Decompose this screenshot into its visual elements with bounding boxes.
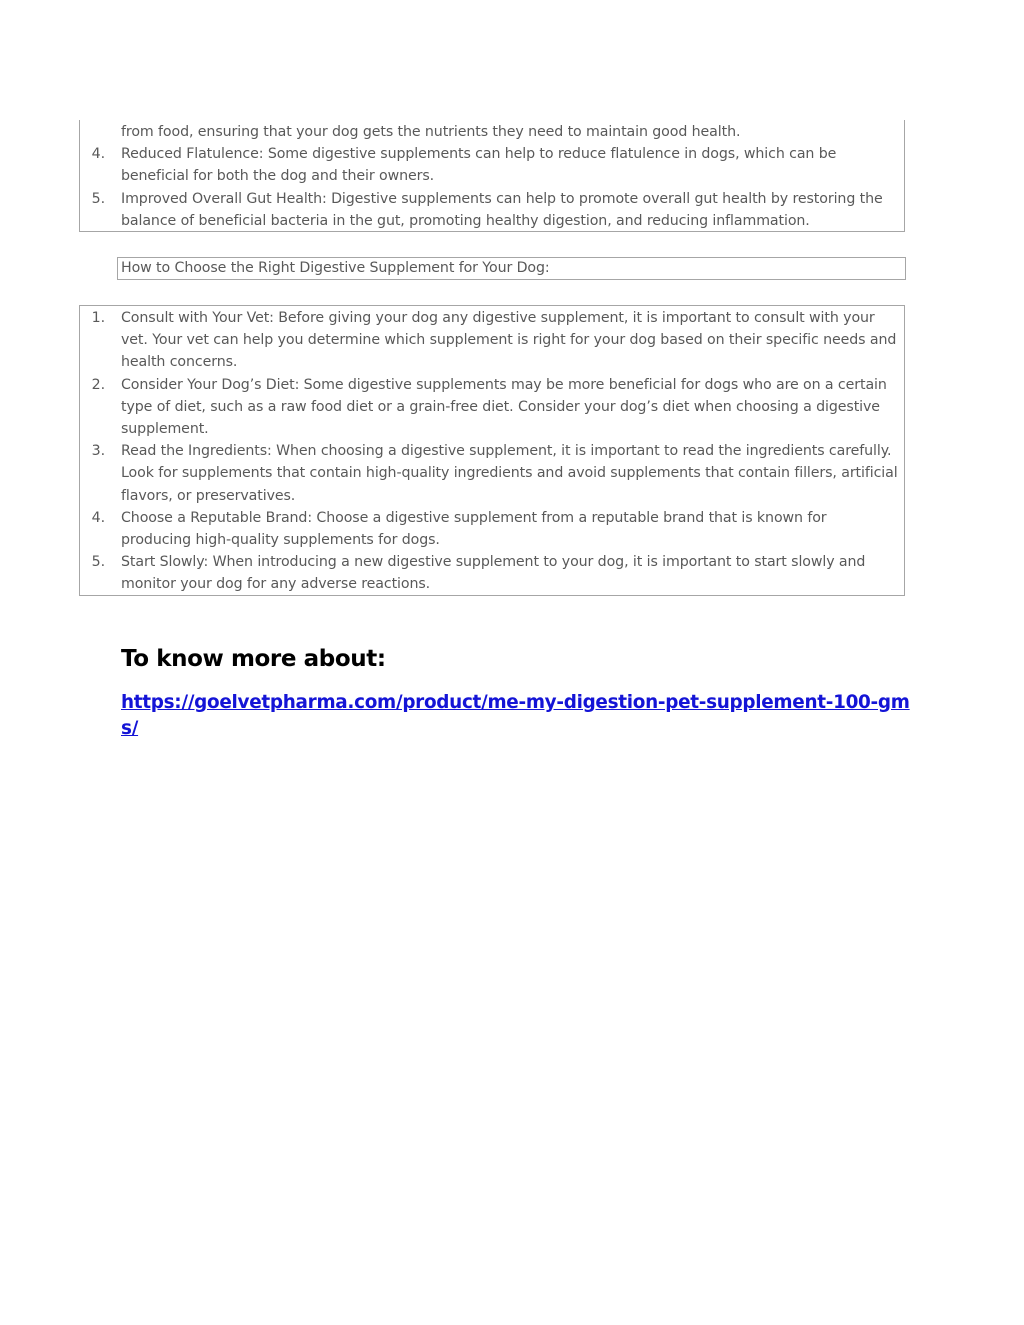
choose-supplement-list [79, 305, 905, 596]
list-item-number: 2. [91, 376, 105, 393]
section-heading-choose-supplement: How to Choose the Right Digestive Supplement for Your Dog: [117, 257, 906, 280]
benefits-list-item-5 [80, 188, 904, 232]
list-item-number: 3. [91, 443, 105, 460]
list-item-number: 1. [91, 310, 105, 326]
benefits-list-continued-line: from food, ensuring that your dog gets the nutrients they need to maintain good health. [121, 124, 741, 140]
list-item-text: Choose a Reputable Brand: Choose a digestive supplement from a reputable brand that is known for producing high-quality supplements for dogs. [121, 509, 827, 549]
list-item-number: 4. [91, 509, 105, 526]
list-item-text: Consult with Your Vet: Before giving your dog any digestive supplement, it is important to consult with your vet. Your vet can help you determine which supplement is right for your dog based on their specific needs and health concerns. [121, 310, 897, 371]
choose-list-item-5 [80, 551, 904, 595]
know-more-heading: To know more about: [121, 646, 386, 672]
product-link[interactable]: https://goelvetpharma.com/product/me-my-digestion-pet-supplement-100-gms/ [121, 692, 910, 739]
list-item-text: Read the Ingredients: When choosing a digestive supplement, it is important to read the ingredients carefully. Look for supplements that contain high-quality ingredients and avoid supplements that contain fillers, artificial flavors, or preservatives. [121, 443, 898, 504]
list-item-text: Improved Overall Gut Health: Digestive supplements can help to promote overall gut health by restoring the balance of beneficial bacteria in the gut, promoting healthy digestion, and reducing inflammation. [121, 190, 883, 229]
list-item-number: 5. [91, 190, 105, 207]
list-item-text: Consider Your Dog’s Diet: Some digestive supplements may be more beneficial for dogs who are on a certain type of diet, such as a raw food diet or a grain-free diet. Consider your dog’s diet when choosing a digestive supplement. [121, 376, 887, 438]
choose-list-item-2 [80, 374, 904, 441]
benefits-list-item-4 [80, 143, 904, 187]
choose-list-item-1 [80, 307, 904, 374]
list-item-text: Start Slowly: When introducing a new digestive supplement to your dog, it is important to start slowly and monitor your dog for any adverse reactions. [121, 554, 866, 593]
list-item-number: 4. [91, 146, 105, 163]
list-item-text: Reduced Flatulence: Some digestive supplements can help to reduce flatulence in dogs, which can be beneficial for both the dog and their owners. [121, 146, 837, 185]
list-item-number: 5. [91, 554, 105, 571]
choose-list-item-4 [80, 507, 904, 551]
choose-list-item-3 [80, 440, 904, 507]
benefits-list-continued [79, 120, 905, 232]
